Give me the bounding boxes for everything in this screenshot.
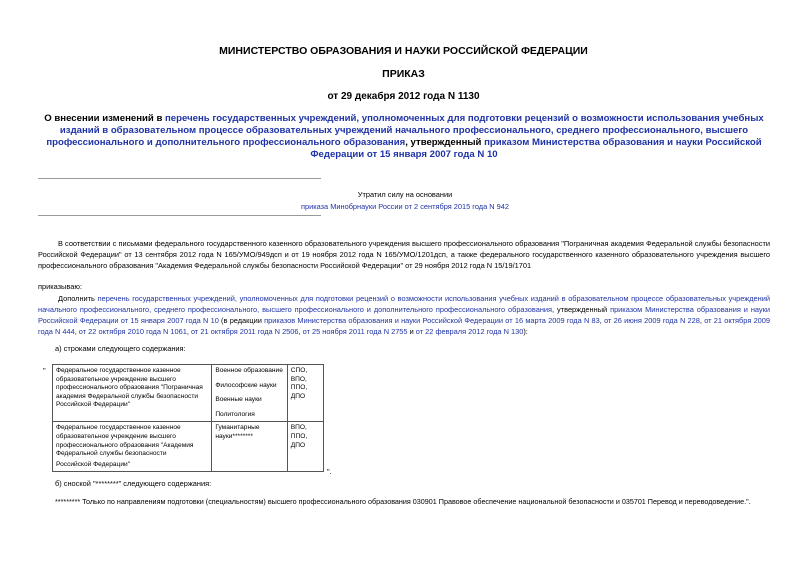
org-line: Российской Федерации" (56, 460, 131, 468)
title-link-order[interactable]: приказом Министерства образования и науки Российской Федерации от 15 января 2007 года N 10 (310, 137, 762, 160)
document-title (28, 113, 780, 161)
amendment-text-2: , утвержденный (552, 305, 611, 314)
amendment-table (52, 364, 324, 472)
repeal-note (260, 189, 550, 213)
amendment-text-end: ): (523, 327, 528, 336)
amendment-link-order-2506[interactable]: от 21 октября 2011 года N 2506 (190, 327, 299, 336)
title-text-1: О внесении изменений в (44, 113, 166, 124)
levels-cell (287, 365, 323, 422)
level-item: ДПО (290, 441, 306, 449)
repeal-note-link[interactable]: приказа Минобрнауки России от 2 сентября 2015 года N 942 (301, 202, 509, 211)
org-line: Федеральной службы безопасности (56, 450, 167, 458)
level-item: СПО, (290, 367, 308, 374)
divider-top (38, 178, 321, 179)
level-item: ДПО (290, 392, 306, 400)
amendment-text-3: (в редакции (218, 316, 265, 325)
fields-cell (212, 365, 287, 422)
field-item: Политология (215, 410, 255, 418)
ministry-heading: МИНИСТЕРСТВО ОБРАЗОВАНИЯ И НАУКИ РОССИЙСКОЙ ФЕДЕРАЦИИ (219, 45, 588, 57)
table-row (53, 365, 324, 422)
org-line: Федеральное государственное казенное (56, 424, 181, 432)
amendment-link-order-2755[interactable]: от 25 ноября 2011 года N 2755 (302, 327, 408, 336)
amendment-link-order-83[interactable]: приказов Министерства образования и науки Российской Федерации от 16 марта 2009 года N 83 (264, 316, 600, 325)
amendment-sep-5: , (298, 327, 303, 336)
open-quote-mark: " (43, 366, 46, 375)
item-b: б) сноской "********" следующего содержания: (55, 479, 212, 488)
title-text-2: , утвержденный (405, 137, 485, 148)
amendment-sep-6: и (407, 327, 416, 336)
amendment-sep-1: , (599, 316, 605, 325)
amendment-sep-3: , (74, 327, 79, 336)
document-type: ПРИКАЗ (382, 68, 425, 80)
field-item: Военное образование (215, 367, 283, 374)
level-item: ВПО, (290, 375, 307, 383)
org-cell: Федеральное государственное казенное образовательное учреждение высшего профессионального образования "Пограничная академия Федеральной службы безопасности Российской Федерации" (53, 365, 212, 422)
footnote-text: ********* Только по направлениям подготовки (специальностям) высшего профессионального образования 030901 Правовое обеспечение национальной безопасности и 035701 Перевод и переводоведение.". (55, 497, 751, 506)
order-word: приказываю: (38, 282, 82, 291)
amendment-link-order-228[interactable]: от 26 июня 2009 года N 228 (604, 316, 700, 325)
amendment-link-order-444[interactable]: от 21 октября 2009 года N 444 (38, 316, 771, 336)
level-item: ППО, (290, 432, 308, 440)
close-quote-mark: ". (327, 467, 332, 476)
amendment-link-list[interactable]: перечень государственных учреждений, уполномоченных для подготовки рецензий о возможности использования учебных изданий в образовательном процессе образовательных учреждений начального профессионального, среднего профессионального, высшего профессионального и дополнительного профессионального образования (38, 294, 770, 314)
level-item: ВПО, (290, 424, 307, 432)
preamble-paragraph: В соответствии с письмами федерального государственного казенного образовательного учреждения высшего профессионального образования "Пограничная академия Федеральной службы безопасности Российской Федерации" от 13 сентября 2012 года N 165/УМО/949дсп и от 19 ноября 2012 года N 165/УМО/1201дсп, а также федерального государственного казенного образовательного учреждения высшего профессионального образования "Академия Федеральной службы безопасности Российской Федерации" от 29 ноября 2012 года N 15/19/1701 (38, 239, 770, 270)
org-line: профессионального образования "Академия (56, 441, 194, 449)
field-item: Военные науки (215, 396, 262, 404)
amendment-link-order-1061[interactable]: от 22 октября 2010 года N 1061 (78, 327, 187, 336)
amendment-sep-4: , (186, 327, 191, 336)
org-cell (53, 422, 212, 472)
document-date: от 29 декабря 2012 года N 1130 (327, 91, 480, 102)
divider-bottom (38, 215, 321, 216)
title-link-list[interactable]: перечень государственных учреждений, уполномоченных для подготовки рецензий о возможности использования учебных изданий в образовательном процессе образовательных учреждений начального профессионального, среднего профессионального, высшего профессионального и дополнительного профессионального образования (46, 113, 764, 148)
table-row (53, 422, 324, 472)
levels-cell (287, 422, 323, 472)
amendment-paragraph (38, 293, 770, 337)
amendment-text-1: Дополнить (58, 294, 98, 303)
field-item: Гуманитарные науки******** (215, 424, 260, 440)
repeal-note-text: Утратил силу на основании (357, 190, 453, 199)
amendment-sep-2: , (699, 316, 705, 325)
level-item: ППО, (290, 384, 308, 392)
amendment-link-order-130[interactable]: от 22 февраля 2012 года N 130 (415, 327, 524, 336)
item-a: а) строками следующего содержания: (55, 344, 186, 353)
org-line: образовательное учреждение высшего (56, 432, 176, 440)
field-item: Философские науки (215, 381, 277, 389)
fields-cell (212, 422, 287, 472)
amendment-link-order-10[interactable]: приказом Министерства образования и науки Российской Федерации от 15 января 2007 года N 10 (38, 305, 770, 325)
